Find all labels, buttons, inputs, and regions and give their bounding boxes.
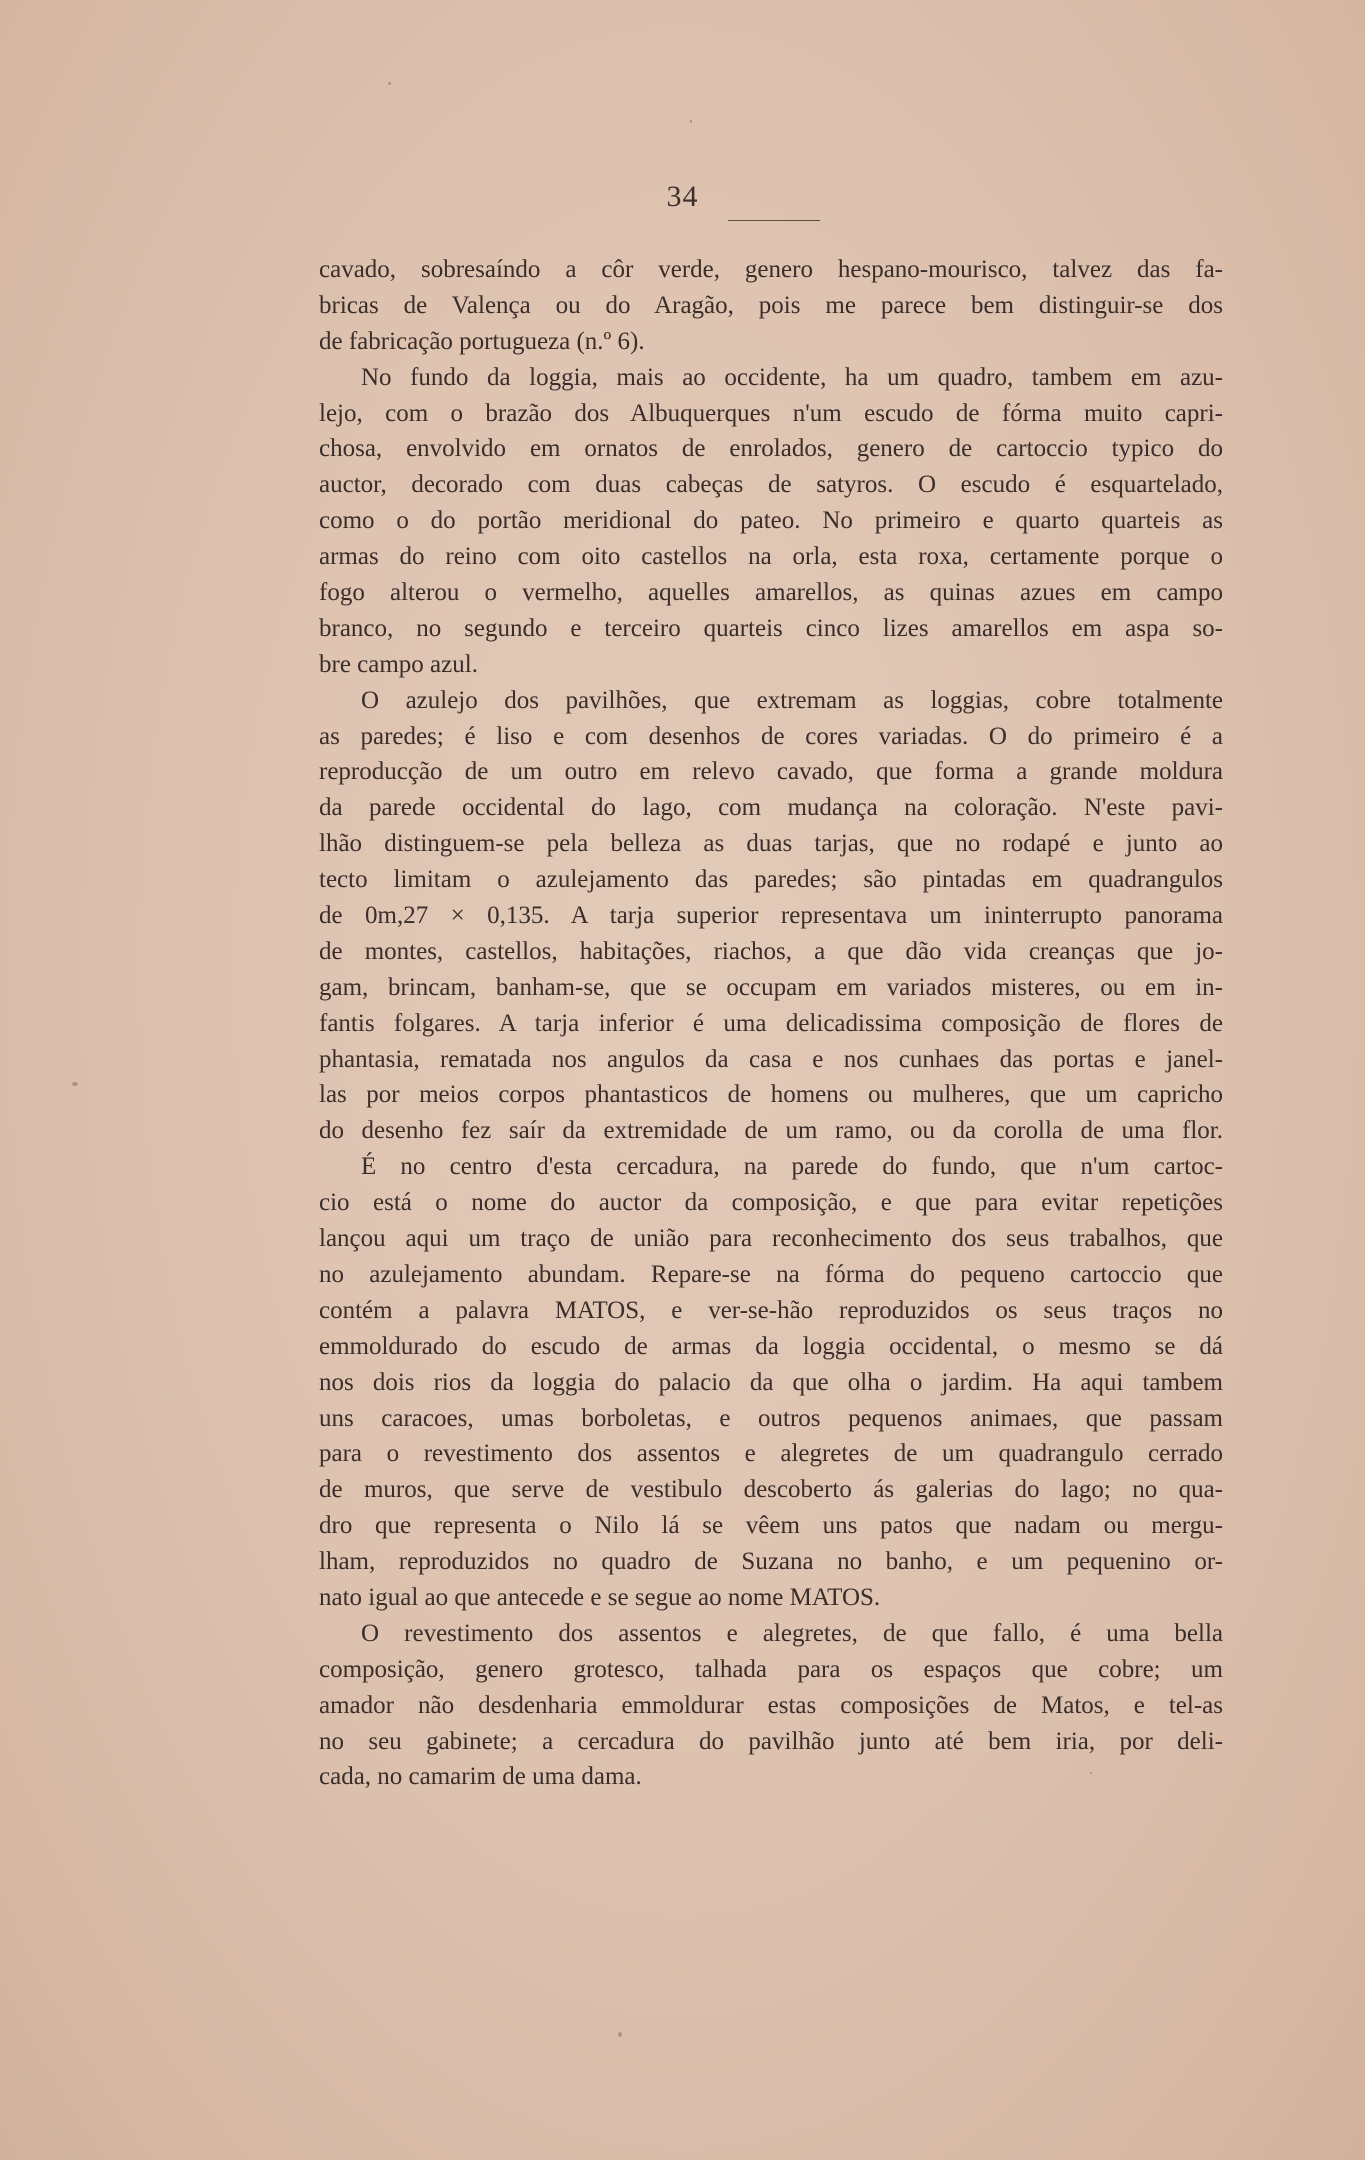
text-line: auctor, decorado com duas cabeças de satyros. O escudo é esquartelado, bbox=[319, 471, 1223, 499]
text-line: chosa, envolvido em ornatos de enrolados, genero de cartoccio typico do bbox=[319, 435, 1223, 463]
text-line: contém a palavra MATOS, e ver-se-hão reproduzidos os seus traços no bbox=[319, 1296, 1223, 1324]
text-line: O revestimento dos assentos e alegretes, de que fallo, é uma bella bbox=[361, 1619, 1223, 1647]
text-line: no azulejamento abundam. Repare-se na fórma do pequeno cartoccio que bbox=[319, 1260, 1223, 1288]
text-line: lançou aqui um traço de união para reconhecimento dos seus trabalhos, que bbox=[319, 1225, 1223, 1253]
paper-speck bbox=[388, 82, 391, 85]
paper-speck bbox=[72, 1082, 78, 1086]
text-line: nato igual ao que antecede e se segue ao nome MATOS. bbox=[319, 1583, 881, 1611]
text-line: cavado, sobresaíndo a côr verde, genero hespano-mourisco, talvez das fa- bbox=[319, 256, 1223, 283]
text-line: da parede occidental do lago, com mudança na coloração. N'este pavi- bbox=[319, 794, 1223, 822]
paper-speck bbox=[618, 2032, 622, 2037]
text-line: as paredes; é liso e com desenhos de cores variadas. O do primeiro é a bbox=[319, 722, 1223, 750]
text-line: fantis folgares. A tarja inferior é uma delicadissima composição de flores de bbox=[319, 1009, 1223, 1037]
text-line: phantasia, rematada nos angulos da casa e nos cunhaes das portas e janel- bbox=[319, 1045, 1223, 1073]
text-line: no seu gabinete; a cercadura do pavilhão junto até bem iria, por deli- bbox=[319, 1727, 1223, 1755]
page-number: 34 bbox=[666, 180, 699, 213]
text-line: É no centro d'esta cercadura, na parede do fundo, que n'um cartoc- bbox=[361, 1153, 1223, 1181]
text-line: de fabricação portugueza (n.º 6). bbox=[319, 327, 645, 355]
text-line: como o do portão meridional do pateo. No primeiro e quarto quarteis as bbox=[319, 507, 1223, 535]
text-line: cio está o nome do auctor da composição, e que para evitar repetições bbox=[319, 1189, 1223, 1217]
paper-speck bbox=[1090, 1772, 1092, 1774]
text-line: reproducção de um outro em relevo cavado, que forma a grande moldura bbox=[319, 758, 1223, 786]
text-line: dro que representa o Nilo lá se vêem uns patos que nadam ou mergu- bbox=[319, 1512, 1223, 1540]
text-line: bre campo azul. bbox=[319, 650, 478, 678]
text-line: para o revestimento dos assentos e alegretes de um quadrangulo cerrado bbox=[319, 1440, 1223, 1468]
text-line: armas do reino com oito castellos na orla, esta roxa, certamente porque o bbox=[319, 543, 1223, 571]
text-line: O azulejo dos pavilhões, que extremam as loggias, cobre totalmente bbox=[361, 686, 1223, 714]
paper-speck bbox=[690, 120, 692, 123]
text-line: No fundo da loggia, mais ao occidente, ha um quadro, tambem em azu- bbox=[361, 363, 1223, 391]
text-line: de 0m,27 × 0,135. A tarja superior representava um ininterrupto panorama bbox=[319, 902, 1223, 930]
text-line: fogo alterou o vermelho, aquelles amarellos, as quinas azues em campo bbox=[319, 579, 1223, 607]
text-line: nos dois rios da loggia do palacio da que olha o jardim. Ha aqui tambem bbox=[319, 1368, 1223, 1396]
text-line: lham, reproduzidos no quadro de Suzana no banho, e um pequenino or- bbox=[319, 1548, 1223, 1576]
text-line: gam, brincam, banham-se, que se occupam em variados misteres, ou em in- bbox=[319, 973, 1223, 1001]
text-line: composição, genero grotesco, talhada para os espaços que cobre; um bbox=[319, 1655, 1223, 1683]
text-line: uns caracoes, umas borboletas, e outros pequenos animaes, que passam bbox=[319, 1404, 1223, 1432]
text-line: de montes, castellos, habitações, riachos, a que dão vida creanças que jo- bbox=[319, 937, 1223, 965]
text-line: de muros, que serve de vestibulo descoberto ás galerias do lago; no qua- bbox=[319, 1476, 1223, 1504]
text-line: lejo, com o brazão dos Albuquerques n'um escudo de fórma muito capri- bbox=[319, 399, 1223, 427]
text-line: bricas de Valença ou do Aragão, pois me parece bem distinguir-se dos bbox=[319, 291, 1223, 319]
text-line: lhão distinguem-se pela belleza as duas tarjas, que no rodapé e junto ao bbox=[319, 830, 1223, 858]
body-text bbox=[319, 252, 1223, 1795]
text-line: amador não desdenharia emmoldurar estas composições de Matos, e tel-as bbox=[319, 1691, 1223, 1719]
page-number-rule bbox=[728, 220, 820, 221]
text-line: do desenho fez saír da extremidade de um ramo, ou da corolla de uma flor. bbox=[319, 1117, 1223, 1145]
text-line: las por meios corpos phantasticos de homens ou mulheres, que um capricho bbox=[319, 1081, 1223, 1109]
text-line: emmoldurado do escudo de armas da loggia occidental, o mesmo se dá bbox=[319, 1332, 1223, 1360]
text-line: branco, no segundo e terceiro quarteis cinco lizes amarellos em aspa so- bbox=[319, 614, 1223, 642]
text-line: cada, no camarim de uma dama. bbox=[319, 1763, 642, 1791]
text-line: tecto limitam o azulejamento das paredes; são pintadas em quadrangulos bbox=[319, 866, 1223, 894]
